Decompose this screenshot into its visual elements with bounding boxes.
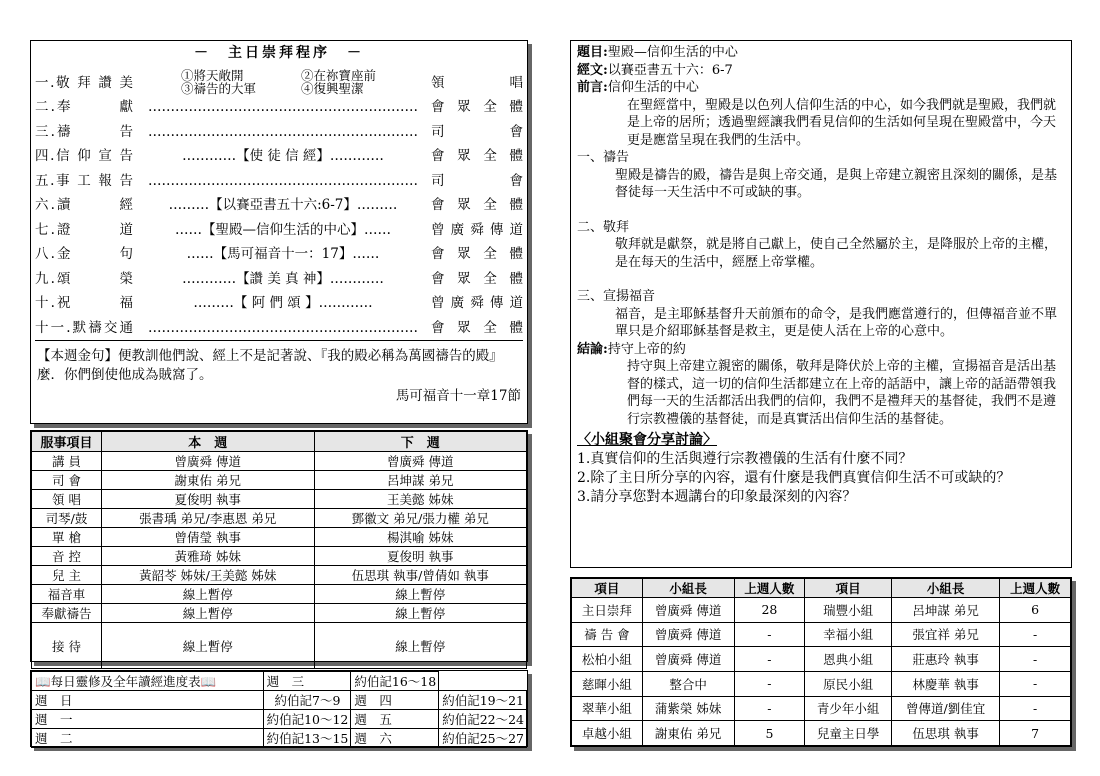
- table-row: [32, 585, 527, 604]
- group-cell: 翠華小組: [572, 696, 643, 721]
- verse-text: 便教訓他們說、經上不是記著說、『我的殿必稱為萬國禱告的殿』麼．你們倒使他成為賊窩了。: [37, 348, 503, 383]
- reading-cell: 週 一: [32, 710, 264, 729]
- worship-order-list: [35, 65, 523, 340]
- table-row: [572, 622, 1071, 647]
- service-cell: 夏俊明 執事: [314, 547, 527, 566]
- small-groups: [570, 577, 1072, 747]
- table-row: [32, 528, 527, 547]
- group-cell: 松柏小組: [572, 647, 643, 672]
- reading-cell: 週 五: [351, 710, 439, 729]
- order-item-content: ………【以賽亞書五十六:6-7】………: [168, 197, 398, 213]
- group-header: 上週人數: [1000, 579, 1071, 598]
- discussion-question: 1.真實信仰的生活與遵行宗教禮儀的生活有什麼不同？: [577, 450, 913, 467]
- order-item-person: 會 眾 全 體: [431, 148, 523, 164]
- group-cell: 兒童主日學: [805, 721, 892, 746]
- group-cell: -: [734, 622, 805, 647]
- group-cell: 伍思琪 執事: [892, 721, 1000, 746]
- service-cell: 線上暫停: [102, 585, 315, 604]
- point2-body: 敬拜就是獻祭，就是將自己獻上，使自己全然屬於主，是降服於上帝的主權，是在每天的生活中，經歷上帝掌權。: [615, 237, 1058, 270]
- point3-heading: 三、宣揚福音: [577, 289, 656, 304]
- scripture-label: 經文: [577, 62, 604, 78]
- order-item-content: ……………………………………………………: [148, 319, 418, 336]
- group-header: 項目: [805, 579, 892, 598]
- point1-heading: 一、禱告: [577, 150, 630, 165]
- order-item: [35, 65, 523, 95]
- table-row: [32, 509, 527, 528]
- table-row: [32, 623, 527, 669]
- service-cell: 線上暫停: [102, 604, 315, 623]
- group-cell: 曾廣舜 傳道: [642, 598, 734, 623]
- verse-label: 【本週金句】: [37, 348, 118, 364]
- group-cell: 蒲紫榮 姊妹: [642, 696, 734, 721]
- table-row: [32, 566, 527, 585]
- service-cell: 福音車: [32, 585, 102, 604]
- group-cell: 主日崇拜: [572, 598, 643, 623]
- table-row: [572, 696, 1071, 721]
- reading-table: [31, 671, 527, 748]
- service-cell: 講 員: [32, 452, 102, 471]
- service-cell: 曾廣舜 傳道: [314, 452, 527, 471]
- order-item: [35, 242, 523, 267]
- sermon-notes: 題目:聖殿—信仰生活的中心 經文:以賽亞書五十六：6-7 前言:信仰生活的中心 在聖經當中，聖殿是以色列人信仰生活的中心，如今我們就是聖殿，我們就是上帝的居所；透過聖經讓我們看見信仰的生活如何呈現在聖殿當中，今天更是應當呈現在我們的生活中。 一、禱告 聖殿是禱告的殿，禱告是與上帝交通，是與上帝建立親密且深刻的關係，是基督徒每一天生活中不可或缺的事。 二、敬拜 敬拜就是獻祭，就是將自己獻上，使自己全然屬於主，是降服於上帝的主權，是在每天的生活中，經歷上帝掌權。 三、宣揚福音 福音，是主耶穌基督升天前頒布的命令，是我們應當遵行的，但傳福音並不單單只是介紹耶穌基督是救主，更是使人活在上帝的心意中。 結論:持守上帝的約 持守與上帝建立親密的關係，敬拜是降伏於上帝的主權，宣揚福音是活出基督的樣式，這一切的信仰生活都建立在上帝的話語中，讓上帝的話語帶領我們每一天的生活都活出我們的信仰，我們不是禮拜天的基督徒，我們不是遵行宗教禮儀的基督徒，而是真實活出信仰生活的基督徒。 〈小組聚會分享討論〉 1.真實信仰的生活與遵行宗教禮儀的生活有什麼不同？ 2.除了主日所分享的內容，還有什麼是我們真實信仰生活不可或缺的？ 3.請分享您對本週講台的印象最深刻的內容？: [570, 40, 1072, 568]
- table-row: [32, 490, 527, 509]
- group-cell: -: [1000, 671, 1071, 696]
- service-header: 下 週: [314, 432, 527, 452]
- order-item: [35, 169, 523, 194]
- discussion-question: 3.請分享您對本週講台的印象最深刻的內容？: [577, 488, 857, 505]
- worship-order-panel: [30, 40, 528, 424]
- service-cell: 領 唱: [32, 490, 102, 509]
- order-item-person: 會 眾 全 體: [431, 99, 523, 115]
- service-cell: 線上暫停: [314, 604, 527, 623]
- group-cell: 整合中: [642, 671, 734, 696]
- table-row: [32, 604, 527, 623]
- group-cell: 6: [1000, 598, 1071, 623]
- group-cell: 慈暉小組: [572, 671, 643, 696]
- service-cell: 夏俊明 執事: [102, 490, 315, 509]
- table-row: [32, 452, 527, 471]
- service-header: 本 週: [102, 432, 315, 452]
- group-cell: -: [1000, 622, 1071, 647]
- reading-cell: 約伯記13～15: [263, 729, 351, 748]
- table-row: [32, 471, 527, 490]
- order-item-name: 四.信 仰 宣 告: [35, 148, 133, 164]
- hymn-title: ④復興聖潔: [301, 81, 364, 95]
- service-roster: [30, 430, 528, 662]
- group-header: 上週人數: [734, 579, 805, 598]
- service-header: 服事項目: [32, 432, 102, 452]
- reading-cell: 約伯記7～9: [263, 691, 351, 710]
- sermon-scripture: 以賽亞書五十六：6-7: [607, 62, 733, 78]
- hymn-list: [135, 69, 431, 95]
- weekly-verse: [35, 340, 523, 406]
- conclusion-label: 結論: [577, 341, 604, 357]
- conclusion-heading: 持守上帝的約: [607, 341, 686, 357]
- group-cell: 7: [1000, 721, 1071, 746]
- service-cell: 兒 主: [32, 566, 102, 585]
- order-item-name: 八.金 句: [35, 246, 133, 262]
- reading-cell: 週 六: [351, 729, 439, 748]
- order-item-name: 二.奉 獻: [35, 99, 133, 115]
- group-cell: 林慶華 執事: [892, 671, 1000, 696]
- group-cell: 謝東佑 弟兄: [642, 721, 734, 746]
- table-row: [572, 721, 1071, 746]
- group-cell: -: [734, 671, 805, 696]
- order-item-person: 會 眾 全 體: [431, 197, 523, 213]
- service-cell: 線上暫停: [102, 623, 315, 669]
- table-row: [32, 729, 527, 748]
- group-cell: 呂坤謀 弟兄: [892, 598, 1000, 623]
- order-item-name: 十.祝 福: [35, 295, 133, 311]
- order-item-content: ………【 阿 們 頌 】…………: [193, 295, 373, 311]
- discussion-question: 2.除了主日所分享的內容，還有什麼是我們真實信仰生活不可或缺的？: [577, 469, 1011, 486]
- service-cell: 黃雅琦 姊妹: [102, 547, 315, 566]
- group-cell: 28: [734, 598, 805, 623]
- service-cell: 司 會: [32, 471, 102, 490]
- table-row: [32, 691, 527, 710]
- hymn-title: ③禱告的大軍: [181, 81, 257, 95]
- group-header: 小組長: [892, 579, 1000, 598]
- intro-label: 前言: [577, 80, 604, 95]
- group-cell: 曾傳道/劉佳宜: [892, 696, 1000, 721]
- service-cell: 曾廣舜 傳道: [102, 452, 315, 471]
- reading-title: 📖每日靈修及全年讀經進度表📖: [32, 672, 264, 691]
- service-cell: 司琴/鼓: [32, 509, 102, 528]
- order-item-name: 一.敬 拜 讚 美: [35, 75, 133, 91]
- order-item-person: 會 眾 全 體: [431, 319, 523, 336]
- order-item: [35, 316, 523, 341]
- order-item: [35, 120, 523, 145]
- worship-order-title: － 主日崇拜程序 －: [194, 45, 364, 61]
- group-cell: 瑞豐小組: [805, 598, 892, 623]
- order-item-person: 司 會: [431, 172, 523, 189]
- order-item: [35, 95, 523, 120]
- group-cell: 張宜祥 弟兄: [892, 622, 1000, 647]
- order-item: [35, 144, 523, 169]
- order-item: [35, 267, 523, 292]
- order-item-person: 司 會: [431, 123, 523, 140]
- group-header: 小組長: [642, 579, 734, 598]
- point1-body: 聖殿是禱告的殿，禱告是與上帝交通，是與上帝建立親密且深刻的關係，是基督徒每一天生活中不可或缺的事。: [615, 167, 1058, 200]
- table-row: [572, 671, 1071, 696]
- service-cell: 線上暫停: [314, 623, 527, 669]
- reading-cell: 約伯記25～27: [439, 729, 527, 748]
- reading-cell: 週 四: [351, 691, 439, 710]
- group-cell: 原民小組: [805, 671, 892, 696]
- order-item-person: 曾廣舜傳道: [431, 221, 523, 238]
- service-cell: 曾倩瑩 執事: [102, 528, 315, 547]
- order-item-content: ……【馬可福音十一：17】……: [186, 246, 380, 262]
- table-row: [32, 547, 527, 566]
- group-cell: 莊惠玲 執事: [892, 647, 1000, 672]
- order-item: [35, 218, 523, 243]
- service-cell: 接 待: [32, 623, 102, 669]
- order-item: [35, 193, 523, 218]
- sermon-title: 聖殿—信仰生活的中心: [607, 45, 738, 60]
- hymn-title: ①將天敞開: [181, 68, 244, 83]
- order-item-person: 會 眾 全 體: [431, 270, 523, 287]
- group-cell: 曾廣舜 傳道: [642, 622, 734, 647]
- order-item-name: 三.禱 告: [35, 123, 133, 140]
- service-cell: 謝東佑 弟兄: [102, 471, 315, 490]
- group-cell: 幸福小組: [805, 622, 892, 647]
- discussion-title: 〈小組聚會分享討論〉: [577, 432, 717, 448]
- point3-body: 福音，是主耶穌基督升天前頒布的命令，是我們應當遵行的，但傳福音並不單單只是介紹耶穌基督是救主，更是使人活在上帝的心意中。: [615, 306, 1058, 339]
- reading-day: 週 三: [263, 672, 351, 691]
- order-item-person: 曾廣舜傳道: [431, 295, 523, 311]
- reading-cell: 約伯記10～12: [263, 710, 351, 729]
- order-item-name: 十一.默禱交通: [35, 319, 133, 336]
- reading-value: 約伯記16～18: [351, 672, 439, 691]
- service-cell: 伍思琪 執事/曾倩如 執事: [314, 566, 527, 585]
- service-cell: 楊淇喻 姊妹: [314, 528, 527, 547]
- order-item-content: ……………………………………………………: [148, 123, 418, 140]
- table-row: [572, 647, 1071, 672]
- service-cell: 線上暫停: [314, 585, 527, 604]
- group-cell: 5: [734, 721, 805, 746]
- group-cell: -: [1000, 696, 1071, 721]
- service-cell: 音 控: [32, 547, 102, 566]
- discussion-questions: [577, 450, 1065, 507]
- order-item-name: 九.頌 榮: [35, 270, 133, 287]
- group-cell: -: [734, 647, 805, 672]
- group-cell: 禱 告 會: [572, 622, 643, 647]
- service-cell: 黃韶苓 姊妹/王美懿 姊妹: [102, 566, 315, 585]
- group-cell: -: [1000, 647, 1071, 672]
- reading-cell: 約伯記22～24: [439, 710, 527, 729]
- order-item-content: …………【讚 美 真 神】…………: [182, 270, 384, 287]
- verse-reference: 馬可福音十一章17節: [395, 388, 521, 404]
- order-item-content: …………【使 徒 信 經】…………: [182, 148, 384, 164]
- service-cell: 奉獻禱告: [32, 604, 102, 623]
- order-item: [35, 291, 523, 316]
- group-cell: 青少年小組: [805, 696, 892, 721]
- intro-body: 在聖經當中，聖殿是以色列人信仰生活的中心，如今我們就是聖殿，我們就是上帝的居所；透過聖經讓我們看見信仰的生活如何呈現在聖殿當中，今天更是應當呈現在我們的生活中。: [627, 97, 1057, 148]
- table-row: [32, 710, 527, 729]
- title-label: 題目: [577, 45, 604, 60]
- intro-heading: 信仰生活的中心: [607, 80, 699, 95]
- groups-table: [571, 578, 1071, 746]
- service-table: [31, 431, 527, 669]
- order-item-person: 領 唱: [431, 75, 523, 91]
- group-cell: 恩典小組: [805, 647, 892, 672]
- service-cell: 鄧徽文 弟兄/張力權 弟兄: [314, 509, 527, 528]
- service-cell: 張書瑀 弟兄/李惠恩 弟兄: [102, 509, 315, 528]
- group-cell: 曾廣舜 傳道: [642, 647, 734, 672]
- order-item-name: 六.讀 經: [35, 197, 133, 213]
- reading-cell: 週 日: [32, 691, 264, 710]
- point2-heading: 二、敬拜: [577, 219, 630, 235]
- service-cell: 呂坤謀 弟兄: [314, 471, 527, 490]
- group-header: 項目: [572, 579, 643, 598]
- hymn-title: ②在祢寶座前: [301, 68, 377, 83]
- table-row: [572, 598, 1071, 623]
- reading-cell: 約伯記19～21: [439, 691, 527, 710]
- order-item-content: ……………………………………………………: [148, 99, 418, 115]
- order-item-person: 會 眾 全 體: [431, 246, 523, 262]
- conclusion-body: 持守與上帝建立親密的關係，敬拜是降伏於上帝的主權，宣揚福音是活出基督的樣式，這一切的信仰生活都建立在上帝的話語中，讓上帝的話語帶領我們每一天的生活都活出我們的信仰，我們不是禮拜天的基督徒，我們不是遵行宗教禮儀的基督徒，而是真實活出信仰生活的基督徒。: [627, 359, 1057, 427]
- order-item-name: 五.事 工 報 告: [35, 172, 133, 189]
- service-cell: 單 槍: [32, 528, 102, 547]
- reading-plan: [30, 670, 528, 747]
- order-item-content: ……【聖殿—信仰生活的中心】……: [175, 221, 391, 238]
- reading-cell: 週 二: [32, 729, 264, 748]
- service-cell: 王美懿 姊妹: [314, 490, 527, 509]
- order-item-content: ……………………………………………………: [148, 172, 418, 189]
- group-cell: 卓越小組: [572, 721, 643, 746]
- group-cell: -: [734, 696, 805, 721]
- order-item-name: 七.證 道: [35, 221, 133, 238]
